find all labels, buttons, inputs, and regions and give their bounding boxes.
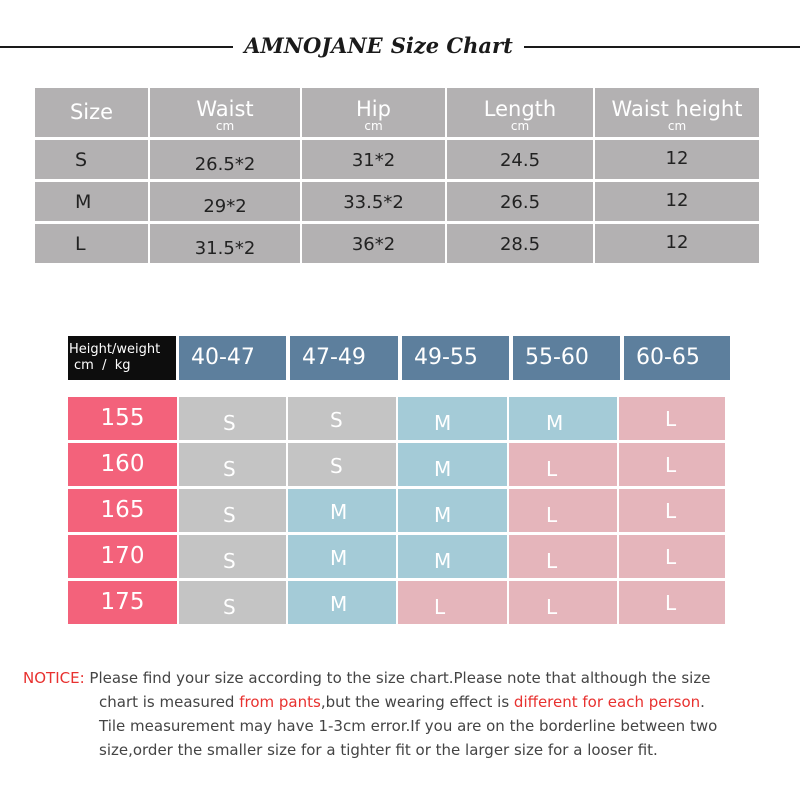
size-cell-label: M — [434, 503, 452, 527]
notice-line-2: chart is measured from pants,but the wearing effect is different for each person. — [99, 693, 705, 711]
size-cell-label: S — [223, 549, 236, 573]
size-cell — [619, 443, 725, 486]
size-cell — [398, 397, 507, 440]
size-cell — [619, 397, 725, 440]
notice-line-1: NOTICE: Please find your size according to the size chart.Please note that although the size — [23, 669, 711, 687]
size-cell-label: S — [223, 457, 236, 481]
hw-row — [68, 397, 725, 440]
height-value: 165 — [68, 489, 177, 532]
size-cell — [509, 535, 617, 578]
cell-waist: 26.5*2 — [150, 140, 300, 179]
size-cell-label: L — [665, 453, 677, 477]
hw-corner-label: Height/weight cm / kg — [68, 336, 176, 380]
page-title — [233, 30, 524, 62]
cell-length: 26.5 — [447, 182, 593, 221]
size-cell — [619, 489, 725, 532]
table-row — [35, 182, 759, 221]
cell-length: 28.5 — [447, 224, 593, 263]
hw-row — [68, 581, 725, 624]
size-cell-label: S — [223, 595, 236, 619]
cell-waist-height: 12 — [595, 224, 759, 263]
size-cell-label: S — [223, 411, 236, 435]
size-cell-label: M — [546, 411, 564, 435]
size-cell-label: L — [665, 591, 677, 615]
unit-label: cm — [667, 119, 687, 133]
height-value: 170 — [68, 535, 177, 578]
header-waist-height: Waist height cm — [595, 88, 759, 137]
cell-hip: 31*2 — [302, 140, 445, 179]
size-cell-label: L — [546, 549, 558, 573]
notice-highlight: different for each person — [513, 693, 701, 711]
unit-label: cm — [215, 119, 235, 133]
hw-header — [68, 336, 730, 380]
title-rule-right — [524, 46, 800, 48]
weight-range: 40-47 — [179, 336, 286, 380]
size-cell-label: M — [330, 546, 348, 570]
notice — [23, 666, 763, 762]
size-cell — [179, 535, 286, 578]
unit-label: cm — [364, 119, 383, 133]
hw-body — [68, 397, 725, 627]
title-label: Size Chart — [390, 33, 513, 58]
header-hip: Hip cm — [302, 88, 445, 137]
size-cell — [179, 443, 286, 486]
height-weight-chart — [68, 336, 730, 619]
title-rule-left — [0, 46, 233, 48]
size-cell — [398, 535, 507, 578]
size-cell-label: L — [546, 595, 558, 619]
cell-size: L — [35, 224, 148, 263]
cell-waist: 31.5*2 — [150, 224, 300, 263]
weight-range: 60-65 — [624, 336, 730, 380]
size-cell — [509, 397, 617, 440]
cell-size: S — [35, 140, 148, 179]
size-cell — [179, 397, 286, 440]
cell-length: 24.5 — [447, 140, 593, 179]
unit-label: cm — [510, 119, 530, 133]
notice-line-4: size,order the smaller size for a tighter fit or the larger size for a looser fit. — [99, 741, 658, 759]
size-cell-label: M — [434, 457, 452, 481]
cell-waist-height: 12 — [595, 140, 759, 179]
size-cell-label: M — [330, 500, 348, 524]
cell-waist: 29*2 — [150, 182, 300, 221]
size-cell-label: L — [546, 457, 558, 481]
size-cell — [179, 581, 286, 624]
notice-highlight: from pants — [239, 693, 321, 711]
size-cell-label: L — [665, 545, 677, 569]
table-row — [35, 224, 759, 263]
size-cell-label: M — [434, 549, 452, 573]
notice-line-3: Tile measurement may have 1-3cm error.If you are on the borderline between two — [99, 717, 718, 735]
size-cell — [288, 535, 396, 578]
size-cell — [288, 489, 396, 532]
size-cell — [179, 489, 286, 532]
size-cell-label: M — [330, 592, 348, 616]
size-cell — [288, 397, 396, 440]
size-cell — [619, 581, 725, 624]
size-cell-label: L — [434, 595, 446, 619]
size-cell — [509, 489, 617, 532]
header-length: Length cm — [447, 88, 593, 137]
cell-size: M — [35, 182, 148, 221]
size-cell-label: M — [434, 411, 452, 435]
size-cell — [288, 581, 396, 624]
size-cell-label: L — [546, 503, 558, 527]
height-value: 160 — [68, 443, 177, 486]
size-cell — [509, 443, 617, 486]
cell-hip: 36*2 — [302, 224, 445, 263]
hw-row — [68, 443, 725, 486]
header-size: Size — [35, 88, 148, 137]
size-cell — [509, 581, 617, 624]
size-cell-label: S — [223, 503, 236, 527]
title-row — [0, 30, 800, 60]
table-row — [35, 140, 759, 179]
header-waist: Waist cm — [150, 88, 300, 137]
size-cell — [398, 581, 507, 624]
hw-row — [68, 489, 725, 532]
cell-waist-height: 12 — [595, 182, 759, 221]
size-cell — [398, 489, 507, 532]
size-cell-label: L — [665, 407, 677, 431]
weight-range: 47-49 — [290, 336, 398, 380]
height-value: 155 — [68, 397, 177, 440]
height-value: 175 — [68, 581, 177, 624]
size-cell — [288, 443, 396, 486]
cell-hip: 33.5*2 — [302, 182, 445, 221]
size-cell-label: S — [330, 408, 343, 432]
hw-row — [68, 535, 725, 578]
weight-range: 49-55 — [402, 336, 509, 380]
size-table — [35, 88, 759, 266]
size-table-header — [35, 88, 759, 137]
weight-range: 55-60 — [513, 336, 620, 380]
size-cell-label: S — [330, 454, 343, 478]
size-cell — [398, 443, 507, 486]
brand-name: AMNOJANE — [244, 33, 383, 58]
size-cell — [619, 535, 725, 578]
size-cell-label: L — [665, 499, 677, 523]
notice-label: NOTICE: — [23, 669, 85, 687]
